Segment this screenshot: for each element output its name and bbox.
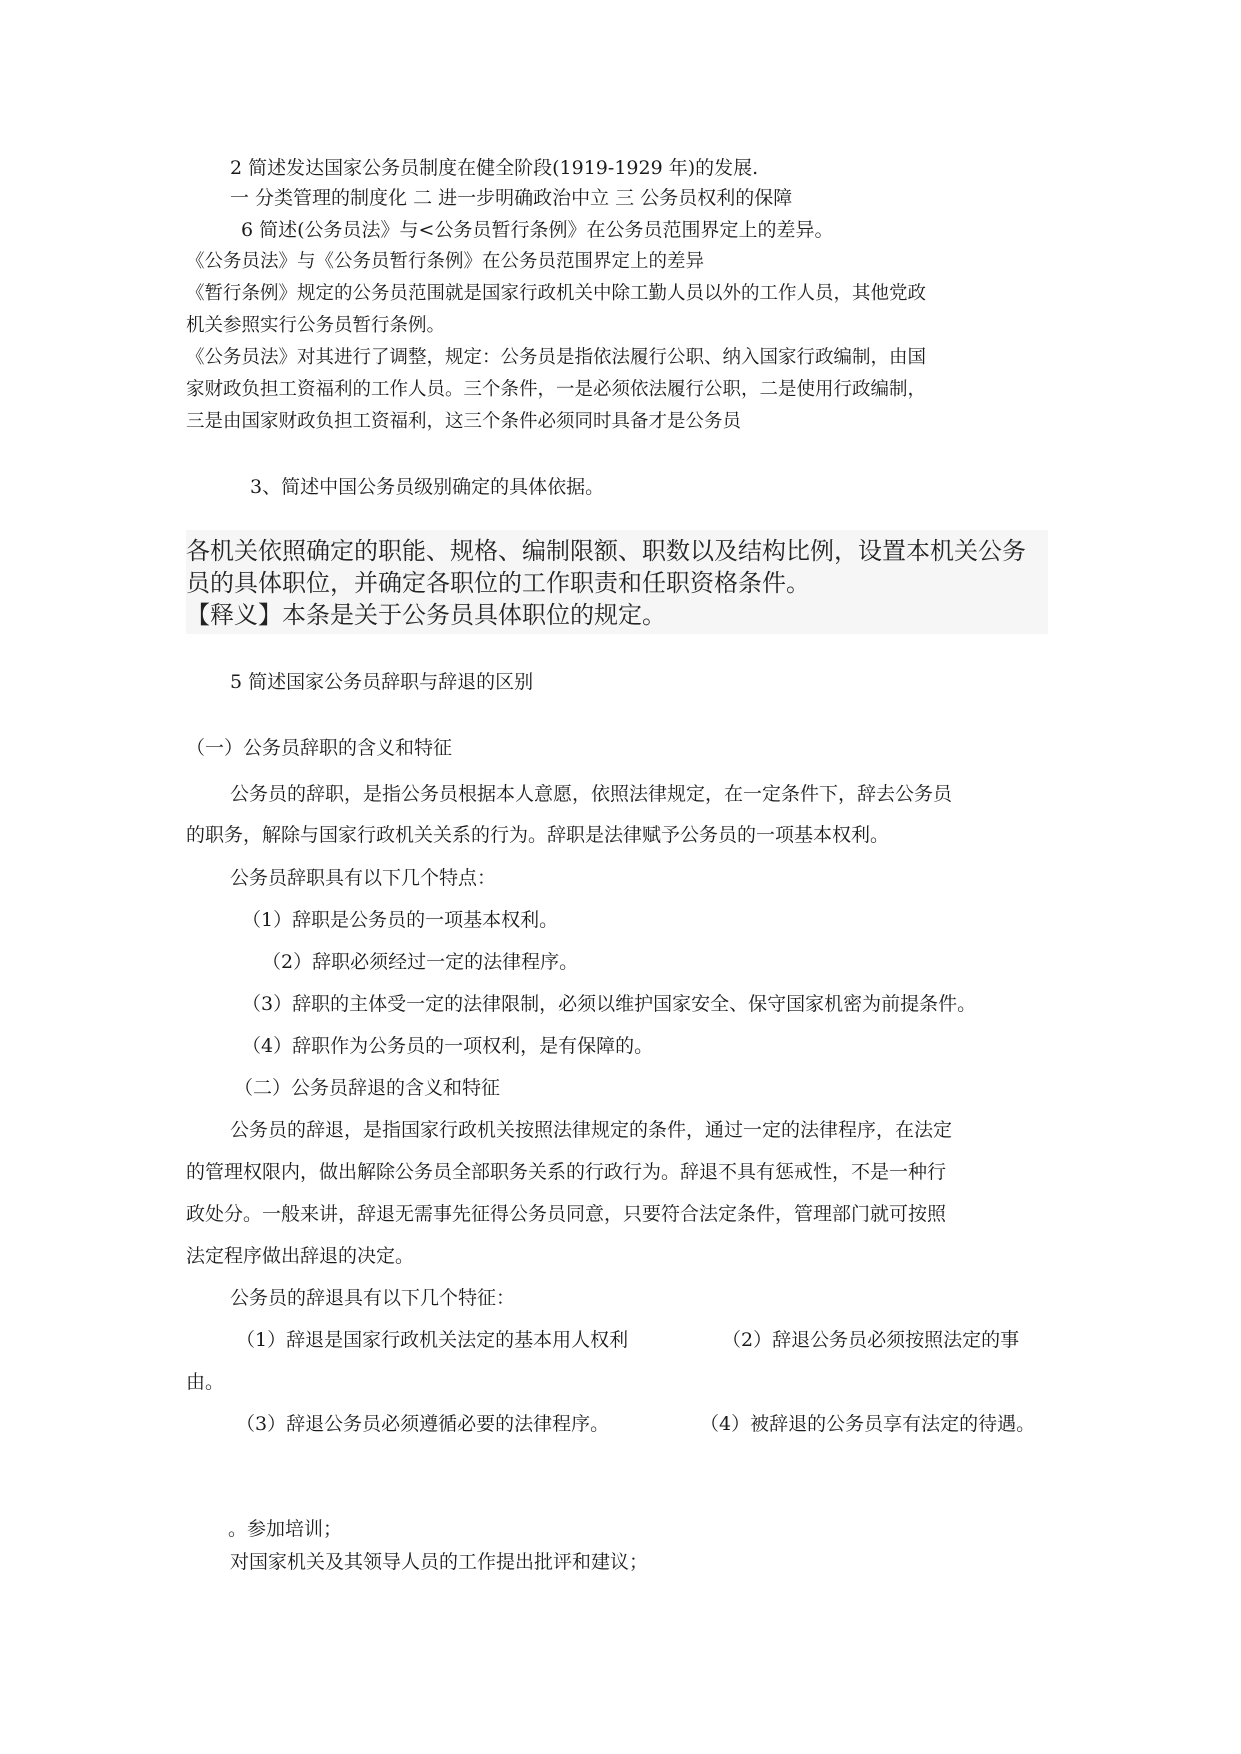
section-2-item-2-continued: 由。 [186, 1371, 225, 1393]
question-5-title: 5 简述国家公务员辞职与辞退的区别 [230, 671, 534, 693]
section-1-heading: （一）公务员辞职的含义和特征 [186, 737, 453, 759]
quoted-article-line-1: 各机关依照确定的职能、规格、编制限额、职数以及结构比例，设置本机关公务 [186, 537, 1026, 565]
quoted-article-line-3: 【释义】本条是关于公务员具体职位的规定。 [186, 601, 666, 629]
question-2-answer: 一 分类管理的制度化 二 进一步明确政治中立 三 公务员权利的保障 [230, 187, 793, 209]
section-1-paragraph-line-2: 的职务，解除与国家行政机关关系的行为。辞职是法律赋予公务员的一项基本权利。 [186, 824, 890, 846]
question-6-paragraph-2-line-1: 《公务员法》对其进行了调整，规定：公务员是指依法履行公职、纳入国家行政编制，由国 [186, 347, 927, 368]
section-1-item-2: （2）辞职必须经过一定的法律程序。 [262, 951, 579, 973]
question-6-paragraph-1-line-2: 机关参照实行公务员暂行条例。 [186, 315, 446, 336]
quoted-article-line-2: 员的具体职位，并确定各职位的工作职责和任职资格条件。 [186, 569, 810, 597]
section-1-item-3: （3）辞职的主体受一定的法律限制，必须以维护国家安全、保守国家机密为前提条件。 [242, 993, 977, 1015]
section-2-paragraph-line-3: 政处分。一般来讲，辞退无需事先征得公务员同意，只要符合法定条件，管理部门就可按照 [186, 1203, 947, 1225]
section-1-item-4: （4）辞职作为公务员的一项权利，是有保障的。 [242, 1035, 654, 1057]
question-6-paragraph-2-line-3: 三是由国家财政负担工资福利，这三个条件必须同时具备才是公务员 [186, 411, 742, 432]
question-2-title: 2 简述发达国家公务员制度在健全阶段(1919-1929 年)的发展. [230, 157, 759, 179]
question-6-title: 6 简述(公务员法》与<公务员暂行条例》在公务员范围界定上的差异。 [241, 219, 834, 241]
tail-line-1: 。参加培训； [228, 1518, 343, 1540]
question-6-paragraph-1-line-1: 《暂行条例》规定的公务员范围就是国家行政机关中除工勤人员以外的工作人员，其他党政 [186, 283, 927, 304]
section-1-paragraph-line-1: 公务员的辞职，是指公务员根据本人意愿，依照法律规定，在一定条件下，辞去公务员 [230, 783, 953, 805]
section-2-item-3: （3）辞退公务员必须遵循必要的法律程序。 [236, 1413, 610, 1435]
section-2-item-2: （2）辞退公务员必须按照法定的事 [722, 1329, 1020, 1351]
section-2-item-4: （4）被辞退的公务员享有法定的待遇。 [700, 1413, 1036, 1435]
section-2-intro: 公务员的辞退具有以下几个特征： [230, 1287, 516, 1309]
question-6-heading: 《公务员法》与《公务员暂行条例》在公务员范围界定上的差异 [186, 251, 705, 272]
section-2-paragraph-line-1: 公务员的辞退，是指国家行政机关按照法律规定的条件，通过一定的法律程序，在法定 [230, 1119, 953, 1141]
tail-line-2: 对国家机关及其领导人员的工作提出批评和建议； [230, 1551, 649, 1573]
section-1-intro: 公务员辞职具有以下几个特点： [230, 867, 497, 889]
section-2-heading: （二）公务员辞退的含义和特征 [234, 1077, 501, 1099]
section-2-item-1: （1）辞退是国家行政机关法定的基本用人权利 [236, 1329, 629, 1351]
question-3-title: 3、简述中国公务员级别确定的具体依据。 [250, 476, 605, 498]
question-6-paragraph-2-line-2: 家财政负担工资福利的工作人员。三个条件，一是必须依法履行公职，二是使用行政编制， [186, 379, 927, 400]
section-1-item-1: （1）辞职是公务员的一项基本权利。 [242, 909, 559, 931]
section-2-paragraph-line-2: 的管理权限内，做出解除公务员全部职务关系的行政行为。辞退不具有惩戒性，不是一种行 [186, 1161, 947, 1183]
section-2-paragraph-line-4: 法定程序做出辞退的决定。 [186, 1245, 415, 1267]
